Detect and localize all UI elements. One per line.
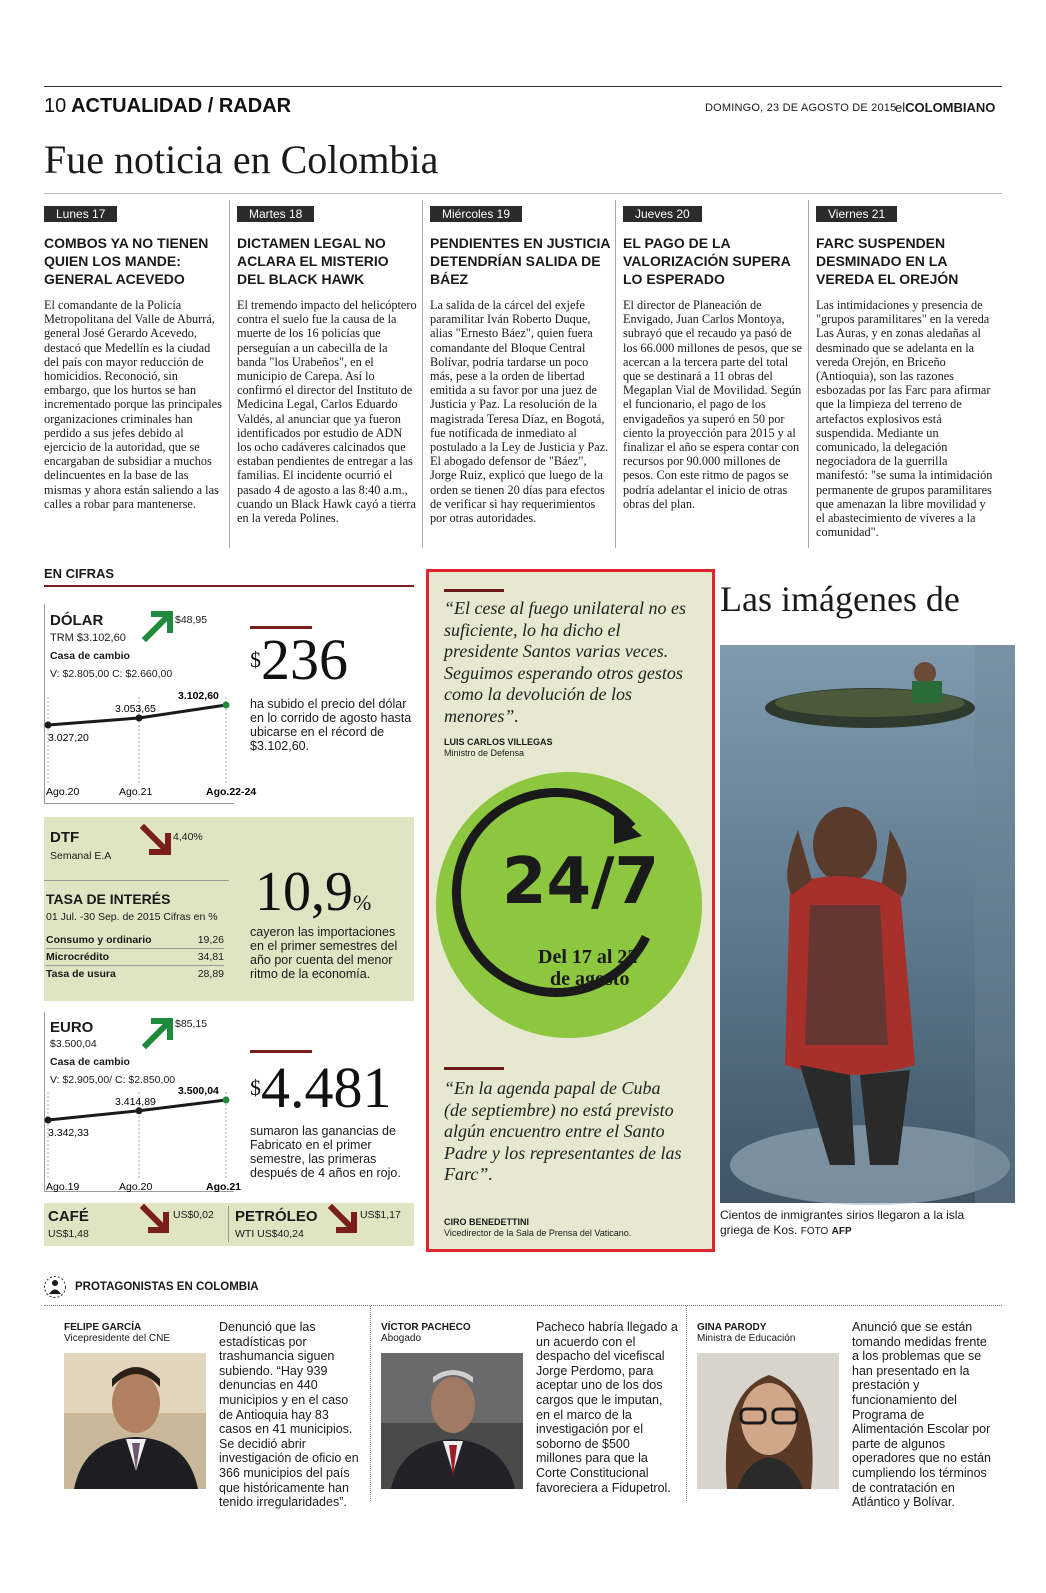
column-divider	[370, 1306, 371, 1501]
arrow-up-icon	[142, 1015, 176, 1049]
chart-tick-label: Ago.20	[46, 786, 80, 798]
cifras-title: EN CIFRAS	[44, 566, 115, 581]
top-rule	[44, 86, 1002, 87]
day-headline: EL PAGO DE LA VALORIZACIÓN SUPERA LO ESPERADO	[623, 235, 791, 287]
day-tag: Jueves 20	[623, 206, 702, 222]
arrow-down-icon	[140, 824, 174, 858]
euro-price: $3.500,04	[50, 1038, 97, 1050]
dolar-change: $48,95	[175, 614, 208, 626]
imports-big-figure: 10,9%	[255, 861, 372, 923]
cafe-label: CAFÉ	[48, 1208, 89, 1225]
euro-label: EURO	[50, 1019, 94, 1036]
chart-point	[136, 1107, 143, 1114]
quote-rule	[444, 589, 504, 592]
accent-bar	[250, 1050, 312, 1053]
day-column-thursday	[623, 205, 803, 511]
tasa-table	[46, 932, 224, 982]
day-headline: PENDIENTES EN JUSTICIA DETENDRÍAN SALIDA DE BÁEZ	[430, 235, 610, 287]
tasa-period: 01 Jul. -30 Sep. de 2015 Cifras en %	[46, 911, 218, 923]
day-body: Las intimidaciones y presencia de "grupos paramilitares" en la vereda Las Auras, y en zonas aledañas al desminado que se adelanta en la vereda Orejón, en Briceño (Antioquia), son las razones esbozadas por las Farc para afirmar que la limpieza del terreno de artefactos explosivos está suspendida. Mediante un comunicado, la delegación negociadora de la guerrilla manifestó: "se suma la intimidación permanente de grupos paramilitares que amenazan la libre movilidad y el abastecimiento de víveres a la comunidad".	[816, 298, 993, 540]
petroleo-price: WTI US$40,24	[235, 1228, 304, 1240]
protagonistas-title: PROTAGONISTAS EN COLOMBIA	[75, 1281, 259, 1293]
chart-point	[223, 1097, 230, 1104]
subsection-name: RADAR	[218, 95, 292, 117]
day-headline: COMBOS YA NO TIENEN QUIEN LOS MANDE: GENERAL ACEVEDO	[44, 235, 209, 287]
masthead: elCOLOMBIANO	[895, 100, 996, 115]
dolar-note: ha subido el precio del dólar en lo corrido de agosto hasta ubicarse en el récord de $3.102,60.	[250, 697, 412, 753]
person-role: Abogado	[381, 1333, 422, 1344]
section-name: ACTUALIDAD	[71, 95, 203, 117]
migrant-photo	[720, 645, 1015, 1203]
chart-data-label: 3.342,33	[48, 1127, 89, 1139]
dolar-trm: TRM $3.102,60	[50, 632, 126, 644]
quote-rule	[444, 1067, 504, 1070]
day-headline: FARC SUSPENDEN DESMINADO EN LA VEREDA EL OREJÓN	[816, 235, 959, 287]
person-icon	[44, 1276, 66, 1298]
cafe-change: US$0,02	[173, 1209, 214, 1221]
person-text: Anunció que se están tomando medidas frente a los problemas que se han presentado en la prestación y funcionamiento del Programa de Alimentación Escolar por parte de algunos operadores que no están cumpliendo los términos de contratación en Atlántico y Bolívar.	[852, 1320, 991, 1510]
euro-line-chart	[44, 1085, 242, 1194]
person-text: Pacheco habría llegado a un acuerdo con el despacho del vicefiscal Jorge Perdomo, para aceptar uno de los dos cargos que le imputan, en el marco de la investigación por el soborno de $500 millones para que la Corte Constitucional favoreciera a Fidupetrol.	[536, 1320, 678, 1495]
table-row: Microcrédito 34,81	[46, 949, 224, 966]
badge-dates-line2: de agosto	[550, 968, 630, 990]
day-column-monday	[44, 205, 224, 511]
day-tag: Lunes 17	[44, 206, 117, 222]
gina-parody-portrait	[697, 1353, 839, 1489]
day-column-friday	[816, 205, 996, 539]
euro-vc: V: $2.905,00/ C: $2.850,00	[50, 1074, 176, 1086]
person-role: Vicepresidente del CNE	[64, 1333, 170, 1344]
badge-number: 24/7	[502, 845, 659, 919]
cifras-rule	[44, 585, 414, 587]
badge-dates-line1: Del 17 al 22	[538, 946, 638, 968]
page-number: 10	[44, 95, 67, 117]
dtf-value: 4,40%	[173, 831, 203, 843]
column-divider	[422, 200, 423, 548]
photo-section-title: Las imágenes de	[720, 579, 960, 619]
column-divider	[229, 200, 230, 548]
day-tag: Viernes 21	[816, 206, 897, 222]
person-name: VÍCTOR PACHECO	[381, 1322, 471, 1333]
arrow-up-icon	[142, 608, 176, 642]
chart-data-label: 3.500,04	[178, 1085, 219, 1097]
arrow-down-icon	[140, 1204, 172, 1236]
fabricato-note: sumaron las ganancias de Fabricato en el primer semestre, las primeras después de 4 años en rojo.	[250, 1124, 401, 1180]
chart-tick-label: Ago.20	[119, 1181, 153, 1193]
day-headline: DICTAMEN LEGAL NO ACLARA EL MISTERIO DEL BLACK HAWK	[237, 235, 389, 287]
quote-author: LUIS CARLOS VILLEGAS	[444, 737, 553, 747]
issue-date: DOMINGO, 23 DE AGOSTO DE 2015	[705, 102, 897, 114]
rates-divider	[44, 880, 229, 881]
chart-tick-label: Ago.22-24	[206, 786, 257, 798]
day-column-tuesday	[237, 205, 417, 525]
victor-pacheco-portrait	[381, 1353, 523, 1489]
euro-change: $85,15	[175, 1018, 208, 1030]
quote-author: CIRO BENEDETTINI	[444, 1217, 530, 1227]
chart-point	[136, 714, 143, 721]
dolar-label: DÓLAR	[50, 612, 104, 629]
chart-data-label: 3.027,20	[48, 732, 89, 744]
person-name: FELIPE GARCÍA	[64, 1322, 142, 1333]
dolar-big-figure: $236	[250, 627, 348, 692]
quote-author-role: Ministro de Defensa	[444, 748, 525, 758]
petroleo-label: PETRÓLEO	[235, 1208, 318, 1225]
person-name: GINA PARODY	[697, 1322, 767, 1333]
tasa-label: TASA DE INTERÉS	[46, 891, 171, 907]
person-text: Denunció que las estadísticas por trashumancia siguen subiendo. “Hay 939 denuncias en 440 municipios y en el caso de Antioquia hay 83 casos en 41 municipios. Se decidió abrir investigación de oficio en 366 municipios del país que históricamente han tenido irregularidades”.	[219, 1320, 359, 1510]
day-tag: Martes 18	[237, 206, 314, 222]
section-label: 10 ACTUALIDAD / RADAR	[44, 95, 292, 117]
chart-point	[45, 722, 52, 729]
chart-tick-label: Ago.19	[46, 1181, 80, 1193]
day-body: La salida de la cárcel del exjefe paramilitar Iván Roberto Duque, alias "Ernesto Báez", quien fuera comandante del Bloque Central Bolívar, podría tardarse un poco más, pese a la orden de libertad emitida a su favor por una juez de Justicia y Paz. La resolución de la magistrada Teresa Díaz, en Bogotá, fue notificada de inmediato al postulado a la Ley de Justicia y Paz. El abogado defensor de "Báez", Jorge Ruiz, explicó que luego de la orden se tienen 20 días para efectos de verificar si hay requerimientos por otras autoridades.	[430, 298, 609, 526]
dolar-casa: Casa de cambio	[50, 650, 130, 662]
table-row: Tasa de usura 28,89	[46, 968, 224, 980]
protagonistas-rule	[44, 1305, 1002, 1306]
chart-point	[45, 1117, 52, 1124]
chart-data-label: 3.414,89	[115, 1095, 156, 1108]
day-tag: Miércoles 19	[430, 206, 522, 222]
photo-caption: Cientos de inmigrantes sirios llegaron a la isla griega de Kos. FOTO AFP	[720, 1208, 965, 1237]
chart-tick-label: Ago.21	[206, 1181, 242, 1193]
column-divider	[808, 200, 809, 548]
column-divider	[686, 1306, 687, 1501]
dtf-sub: Semanal E.A	[50, 850, 112, 862]
dolar-vc: V: $2.805,00 C: $2.660,00	[50, 668, 173, 680]
commodities-divider	[228, 1206, 229, 1242]
person-role: Ministra de Educación	[697, 1333, 796, 1344]
euro-casa: Casa de cambio	[50, 1056, 130, 1068]
dolar-line-chart	[44, 690, 257, 805]
quote-author-role: Vicedirector de la Sala de Prensa del Vaticano.	[444, 1228, 632, 1238]
day-body: El director de Planeación de Envigado, Juan Carlos Montoya, subrayó que el recaudo ya pasó de los 66.000 millones de pesos, que se acercan a la tercera parte del total que se destinará a 11 obras del Megaplan Vial de Movilidad. Según el funcionario, el pago de los envigadeños ya superó en 50 por ciento la proyección para 2015 y al finalizar el año se espera contar con recursos por 90.000 millones de pesos. Con este ritmo de pagos se podría adelantar el inicio de otras obras del plan.	[623, 298, 802, 511]
chart-data-label: 3.102,60	[178, 690, 219, 702]
chart-data-label: 3.053,65	[115, 702, 156, 715]
dtf-label: DTF	[50, 829, 80, 846]
arrow-down-icon	[328, 1204, 360, 1236]
day-body: El comandante de la Policía Metropolitana del Valle de Aburrá, general José Gerardo Acevedo, destacó que Medellín es la ciudad del país con mayor reducción de homicidios. Reconoció, sin embargo, que los hurtos se han incrementado porque las principales organizaciones criminales han perdido a sus jefes debido al ejercicio de la autoridad, que se encargaban de subsidiar a muchos delincuentes en la base de las mismas y ahora están saliendo a las calles a robar para mantenerse.	[44, 298, 222, 511]
quote-benedettini: “En la agenda papal de Cuba (de septiembre) no está previsto algún encuentro entre el Santo Padre y los representantes de las Farc”.	[444, 1078, 682, 1184]
felipe-garcia-portrait	[64, 1353, 206, 1489]
cafe-price: US$1,48	[48, 1228, 89, 1240]
imports-note: cayeron las importaciones en el primer semestres del año por cuenta del menor ritmo de la economía.	[250, 925, 398, 981]
fabricato-big-figure: $4.481	[250, 1055, 392, 1120]
quote-villegas: “El cese al fuego unilateral no es suficiente, lo ha dicho el presidente Santos varias veces. Seguimos esperando otros gestos como la devolución de los menores”.	[444, 598, 686, 726]
page-title: Fue noticia en Colombia	[44, 137, 439, 182]
day-column-wednesday	[430, 205, 610, 525]
column-divider	[615, 200, 616, 548]
chart-tick-label: Ago.21	[119, 786, 153, 798]
day-body: El tremendo impacto del helicóptero contra el suelo fue la causa de la muerte de los 16 policías que perseguían a un cabecilla de la banda "los Urabeños", en el municipio de Carepa. Así lo confirmó el director del Instituto de Medicina Legal, Carlos Eduardo Valdés, al anunciar que ya fueron identificados por estudio de ADN los ocho cadáveres calcinados que estaban pendientes de entregar a las familias. El incidente ocurrió el pasado 4 de agosto a las 8:40 a.m., cuando un Black Hawk cayó a tierra en la vereda Polines.	[237, 298, 417, 526]
petroleo-change: US$1,17	[360, 1209, 401, 1221]
chart-point	[223, 702, 230, 709]
table-row: Consumo y ordinario 19,26	[46, 932, 224, 949]
title-rule	[44, 193, 1002, 194]
